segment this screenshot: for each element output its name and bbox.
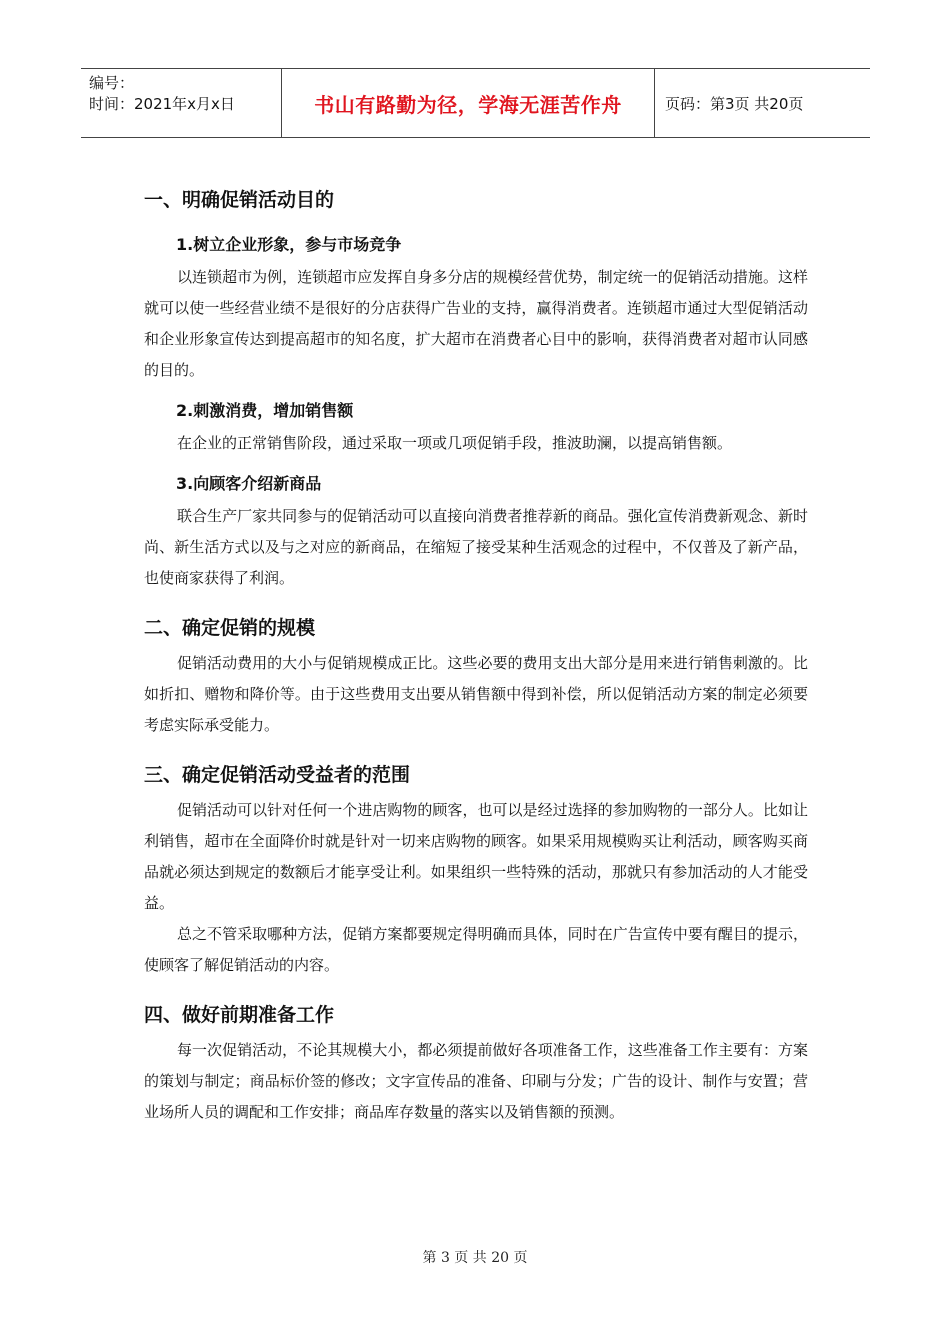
- header-table: [81, 68, 870, 138]
- section-3-paragraph-1: 促销活动可以针对任何一个进店购物的顾客，也可以是经过选择的参加购物的一部分人。比如让利销售，超市在全面降价时就是针对一切来店购物的顾客。如果采用规模购买让利活动，顾客购买商品就必须达到规定的数额后才能享受让利。如果组织一些特殊的活动，那就只有参加活动的人才能受益。: [144, 801, 808, 912]
- document-number-label: 编号：: [89, 74, 135, 92]
- section-4-title: 四、做好前期准备工作: [144, 1004, 335, 1026]
- section-1-subheading-2: 2.刺激消费，增加销售额: [176, 401, 354, 420]
- header-page-cell: [655, 69, 870, 137]
- document-time-label: 时间：2021年x月x日: [89, 95, 235, 113]
- header-page-info: 页码：第3页 共20页: [665, 94, 804, 113]
- section-4-paragraph-1: 每一次促销活动，不论其规模大小，都必须提前做好各项准备工作，这些准备工作主要有：方案的策划与制定；商品标价签的修改；文字宣传品的准备、印刷与分发；广告的设计、制作与安置；营业场所人员的调配和工作安排；商品库存数量的落实以及销售额的预测。: [144, 1041, 808, 1121]
- section-1-paragraph-1: 以连锁超市为例，连锁超市应发挥自身多分店的规模经营优势，制定统一的促销活动措施。这样就可以使一些经营业绩不是很好的分店获得广告业的支持，赢得消费者。连锁超市通过大型促销活动和企业形象宣传达到提高超市的知名度，扩大超市在消费者心目中的影响，获得消费者对超市认同感的目的。: [144, 268, 808, 379]
- section-3-title: 三、确定促销活动受益者的范围: [144, 764, 411, 786]
- header-meta-cell: [81, 69, 282, 137]
- section-3-paragraph-2: 总之不管采取哪种方法，促销方案都要规定得明确而具体，同时在广告宣传中要有醒目的提示，使顾客了解促销活动的内容。: [144, 925, 808, 974]
- section-1-paragraph-3: 联合生产厂家共同参与的促销活动可以直接向消费者推荐新的商品。强化宣传消费新观念、新时尚、新生活方式以及与之对应的新商品，在缩短了接受某种生活观念的过程中，不仅普及了新产品，也使商家获得了利润。: [144, 507, 808, 587]
- section-1-subheading-3: 3.向顾客介绍新商品: [176, 474, 322, 493]
- section-1-paragraph-2: 在企业的正常销售阶段，通过采取一项或几项促销手段，推波助澜，以提高销售额。: [177, 434, 733, 452]
- section-1-subheading-1: 1.树立企业形象，参与市场竞争: [176, 235, 402, 254]
- footer-page-number: 第 3 页 共 20 页: [422, 1250, 528, 1266]
- document-body: [144, 180, 808, 1128]
- section-1-title: 一、明确促销活动目的: [144, 189, 335, 211]
- header-motto-cell: [282, 69, 655, 137]
- section-2-title: 二、确定促销的规模: [144, 617, 316, 639]
- section-2-paragraph-1: 促销活动费用的大小与促销规模成正比。这些必要的费用支出大部分是用来进行销售刺激的。比如折扣、赠物和降价等。由于这些费用支出要从销售额中得到补偿，所以促销活动方案的制定必须要考虑实际承受能力。: [144, 654, 808, 734]
- header-motto: 书山有路勤为径，学海无涯苦作舟: [314, 92, 622, 117]
- page-footer: [0, 1247, 950, 1267]
